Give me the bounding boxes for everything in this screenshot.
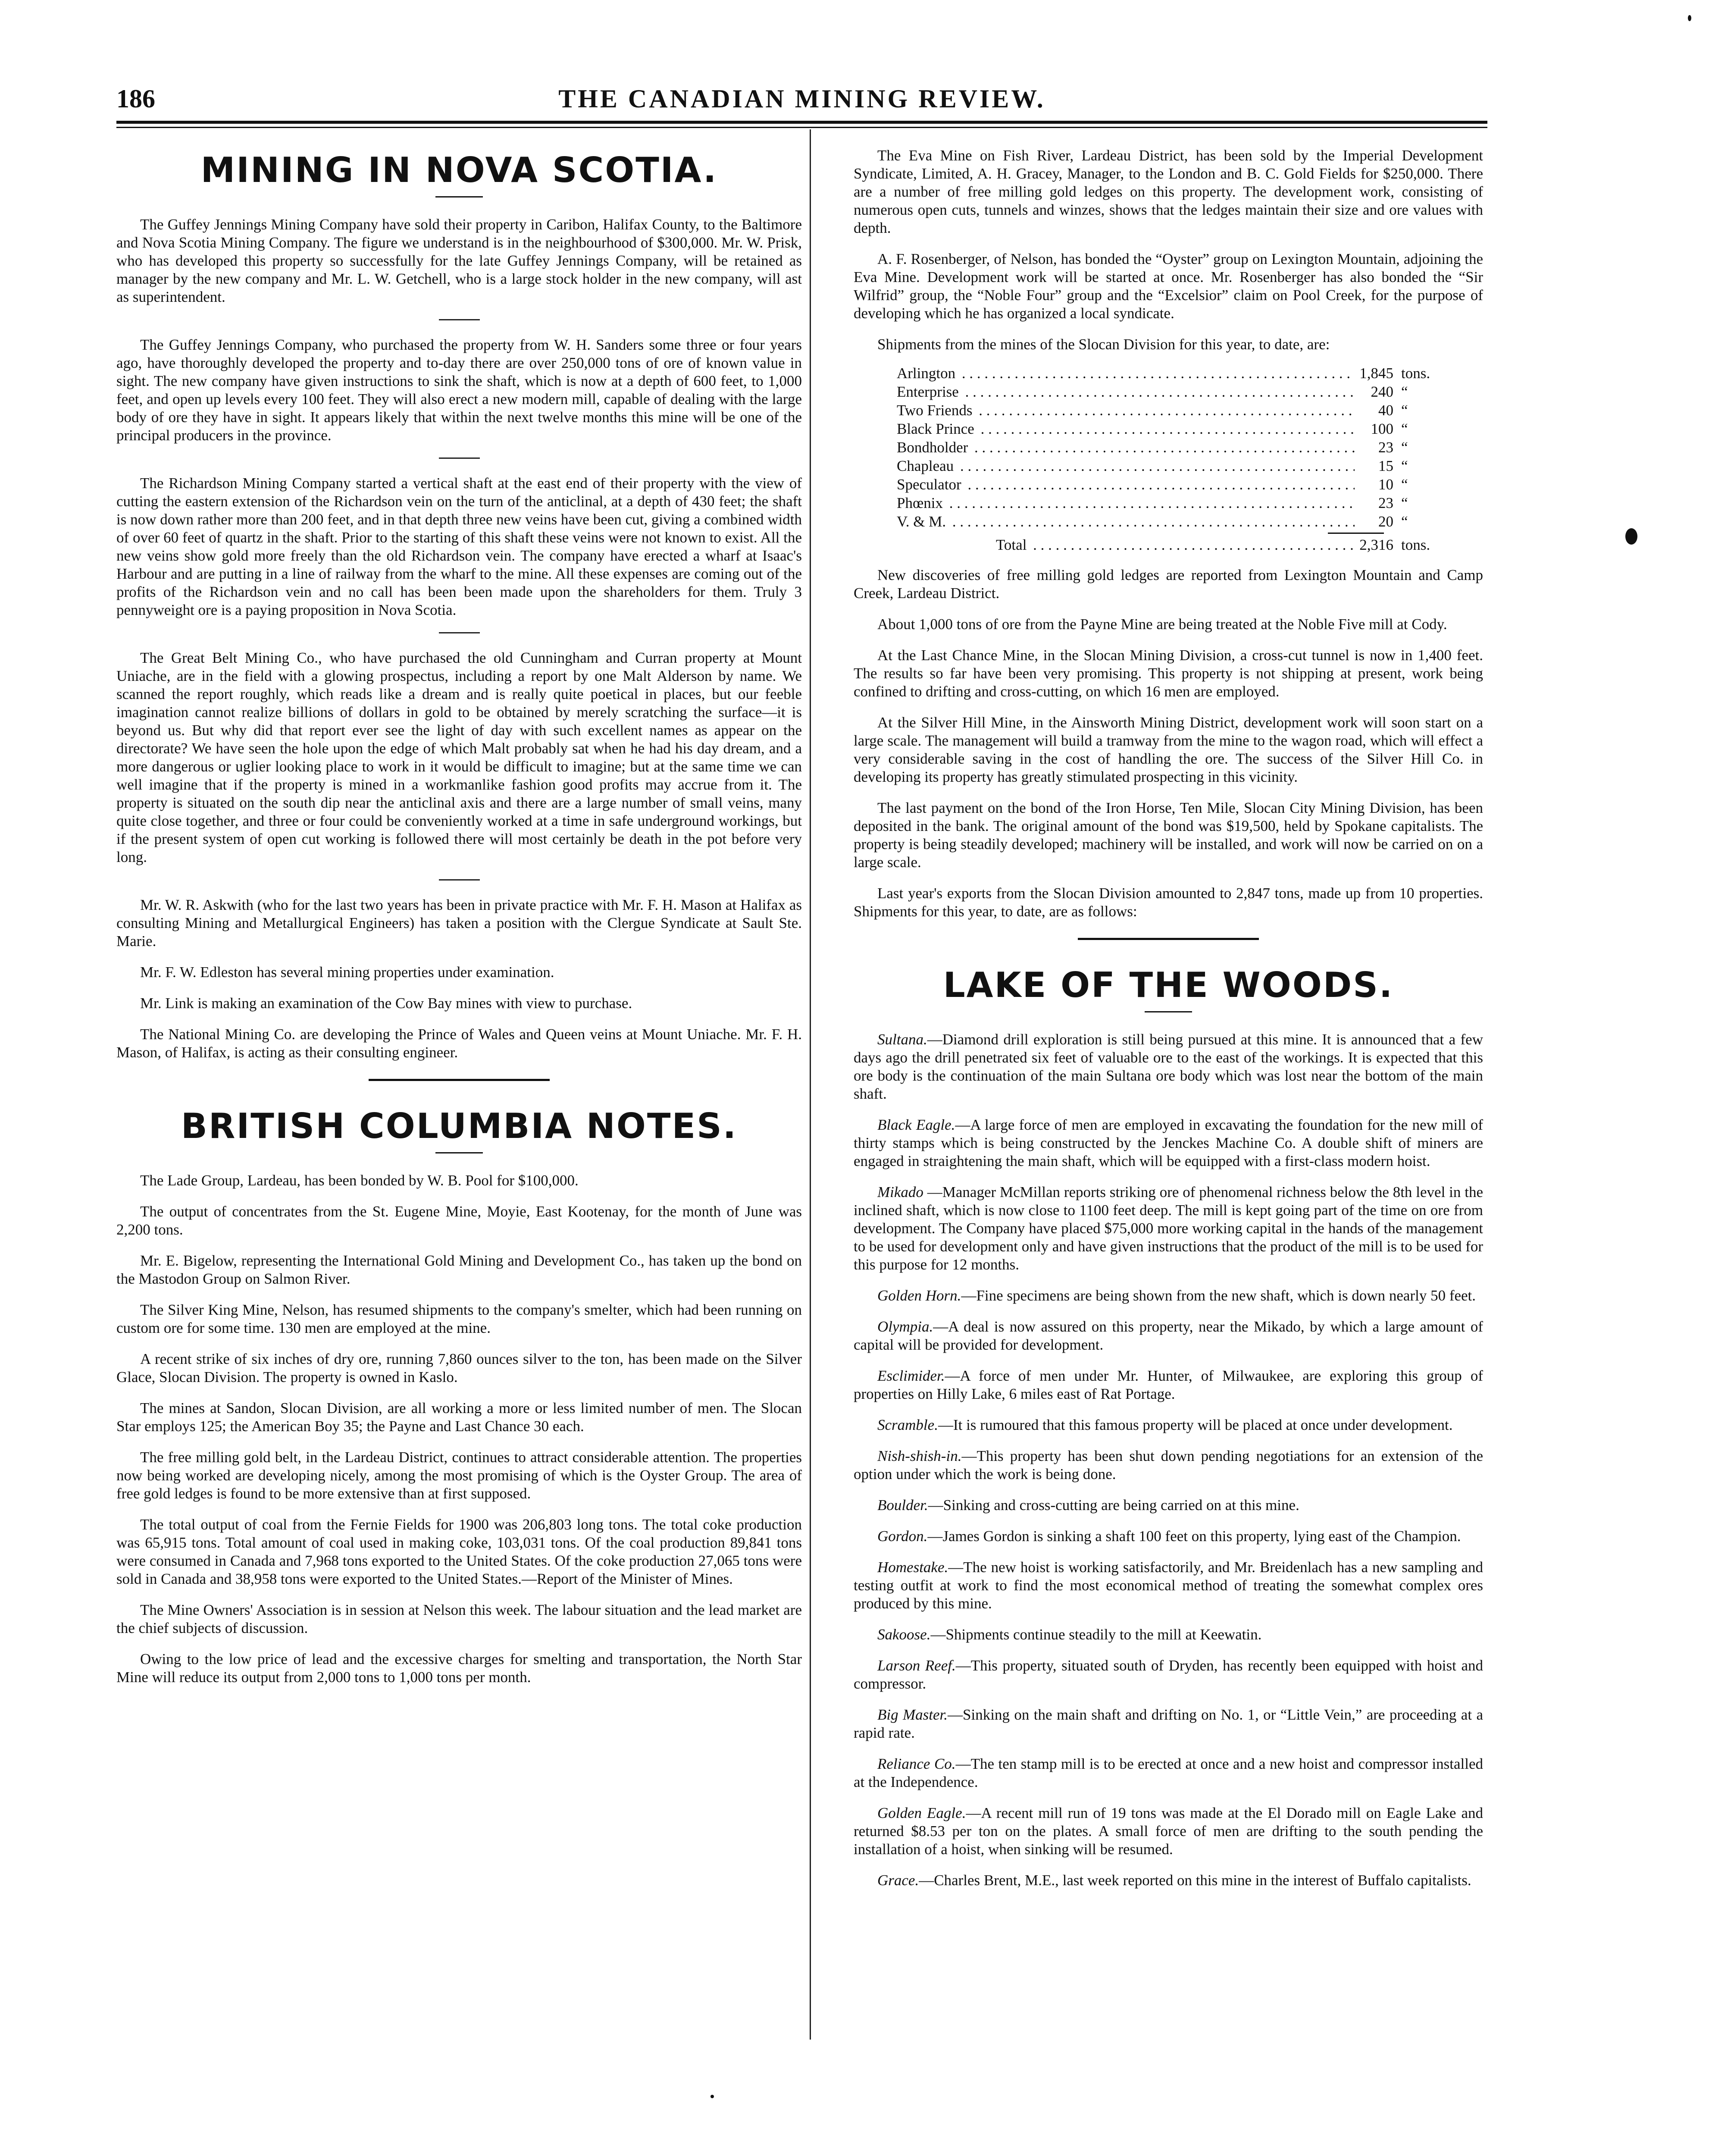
shipment-tons: 20 [1378,513,1393,530]
mine-report-text: —James Gordon is sinking a shaft 100 feet on this property, lying east of the Champion. [927,1528,1461,1545]
section-rule [1078,938,1259,940]
shipment-unit: tons. [1401,365,1430,382]
mine-name: Golden Horn. [877,1287,961,1304]
article-paragraph: Mr. W. R. Askwith (who for the last two years has been in private practice with Mr. F. H. Mason at Halifax as consulting Mining and Metallurgical Engineers) has taken a position with the Clergue Syndicate at Sault Ste. Marie. [116,896,802,950]
print-speck [1625,528,1637,545]
total-label: Total [996,536,1029,553]
mine-report-text: —A large force of men are employed in excavating the foundation for the new mill of thirty stamps which is being constructed by the Jenckes Machine Co. A double shift of miners are engaged in straightening the main shaft, which will be equipped with a first-class modern hoist. [854,1116,1484,1169]
article-paragraph: The mines at Sandon, Slocan Division, are all working a more or less limited number of men. The Slocan Star employs 125; the American Boy 35; the Payne and Last Chance 30 each. [116,1400,802,1435]
mine-report-text: —Charles Brent, M.E., last week reported on this mine in the interest of Buffalo capitalists. [919,1872,1471,1889]
shipment-name-cell [897,401,1355,420]
shipment-row [897,382,1457,401]
mine-report-item [854,1804,1483,1858]
article-paragraph: Mr. F. W. Edleston has several mining properties under examination. [140,964,554,981]
shipment-unit: “ [1401,439,1408,456]
right-column [854,147,1483,1902]
mine-name: Grace. [877,1872,919,1889]
mine-report-item [854,1755,1483,1791]
shipment-tons: 23 [1378,495,1393,511]
mine-report-item [854,1871,1483,1890]
shipment-name-cell [897,494,1355,512]
article-paragraph: About 1,000 tons of ore from the Payne Mine are being treated at the Noble Five mill at Cody. [877,616,1447,633]
mine-report-text: —Diamond drill exploration is still being pursued at this mine. It is announced that a few days ago the drill penetrated six feet of valuable ore to the east of the workings. It is expected that this ore body is the continuation of the main Sultana ore body which was lost near the bottom of the main shaft. [854,1031,1483,1102]
left-column [116,149,802,1699]
mine-report-text: —Manager McMillan reports striking ore of phenomenal richness below the 8th level in the inclined shaft, which is now close to 1100 feet deep. The mill is kept going part of the time on ore from development. The Company have placed $75,000 more working capital in the hands of the management to be used for development only and have given instructions that the product of the mill is to be used for this purpose for 12 months. [854,1184,1483,1273]
shipment-name-cell [897,438,1355,457]
shipment-name-cell [897,512,1355,531]
shipment-unit: “ [1401,383,1408,400]
shipment-name-cell [897,457,1355,475]
mine-report-item [854,1558,1483,1613]
mine-report-item [854,1416,1483,1434]
mine-report-item [854,1183,1483,1274]
shipments-intro: Shipments from the mines of the Slocan Division for this year, to date, are: [877,336,1330,353]
mine-name: Sakoose. [877,1626,931,1643]
article-paragraph: Mr. E. Bigelow, representing the International Gold Mining and Development Co., has taken up the bond on the Mastodon Group on Salmon River. [116,1252,802,1287]
mine-report-item [854,1657,1483,1693]
shipment-row [897,420,1457,438]
heading-underline [1145,1011,1192,1012]
article-paragraph: The free milling gold belt, in the Lardeau District, continues to attract considerable attention. The properties now being worked are developing nicely, among the most promising of which is the Oyster Group. The area of free gold ledges is found to be more extensive than at first supposed. [116,1449,802,1502]
paragraph-separator [439,879,480,881]
shipment-row [897,457,1457,475]
shipment-mine-name: V. & M. [897,513,948,530]
mine-report-text: —The new hoist is working satisfactorily, and Mr. Breidenlach has a new sampling and testing outfit at work to find the most economical method of treating the somewhat complex ores produced by this mine. [854,1559,1483,1612]
article-paragraph: The last payment on the bond of the Iron Horse, Ten Mile, Slocan City Mining Division, has been deposited in the bank. The original amount of the bond was $19,500, held by Spokane capitalists. The property is being steadily developed; machinery will be installed, and work will now be carried on on a large scale. [854,799,1483,871]
mine-name: Gordon. [877,1528,928,1545]
mine-report-text: —Sinking and cross-cutting are being carried on at this mine. [928,1497,1299,1514]
article-paragraph: The Silver King Mine, Nelson, has resumed shipments to the company's smelter, which had been running on custom ore for some time. 130 men are employed at the mine. [116,1301,802,1336]
mine-report-text: —Shipments continue steadily to the mill at Keewatin. [930,1626,1262,1643]
mine-name: Homestake. [877,1559,948,1576]
mine-report-text: —A deal is now assured on this property, near the Mikado, by which a large amount of capital will be provided for development. [854,1318,1483,1353]
shipment-tons: 100 [1371,420,1393,437]
mine-report-item [854,1447,1483,1483]
article-paragraph: The Mine Owners' Association is in session at Nelson this week. The labour situation and the lead market are the chief subjects of discussion. [116,1601,802,1636]
mine-report-item [854,1626,1483,1644]
mine-report-text: —This property has been shut down pending negotiations for an extension of the option under which the work is being done. [854,1448,1483,1482]
nova-scotia-heading: MINING IN NOVA SCOTIA. [200,150,718,190]
bc-notes-heading: BRITISH COLUMBIA NOTES. [181,1106,738,1146]
article-paragraph: At the Silver Hill Mine, in the Ainsworth Mining District, development work will soon start on a large scale. The management will build a tramway from the mine to the wagon road, which will effect a very considerable saving in the cost of handling the ore. The success of the Silver Hill Co. in developing its property has greatly stimulated prospecting in this vicinity. [854,714,1483,785]
total-label-cell [996,536,1355,554]
mine-name: Larson Reef. [877,1657,956,1674]
shipment-mine-name: Black Prince [897,420,977,437]
shipment-name-cell [897,475,1355,494]
shipment-row [897,475,1457,494]
shipment-row [897,494,1457,512]
article-paragraph: A. F. Rosenberger, of Nelson, has bonded the “Oyster” group on Lexington Mountain, adjoining the Eva Mine. Development work will be started at once. Mr. Rosenberger has also bonded the “Sir Wilfrid” group, the “Noble Four” group and the “Excelsior” claim on Pool Creek, for the purpose of developing which he has organized a local syndicate. [854,251,1483,322]
shipment-name-cell [897,364,1355,382]
shipment-tons: 10 [1378,476,1393,493]
shipment-mine-name: Speculator [897,476,964,493]
shipments-total-row [897,536,1457,554]
section-rule [369,1079,550,1081]
article-paragraph: The Guffey Jennings Company, who purchased the property from W. H. Sanders some three or four years ago, have thoroughly developed the property and to-day there are over 250,000 tons of ore of known value in sight. The new company have given instructions to sink the shaft, which is now at a depth of 600 feet, to 1,000 feet, and open up levels every 100 feet. They will also erect a new modern mill, capable of dealing with the large body of ore they have in sight. It appears likely that within the next twelve months this mine will be one of the principal producers in the province. [116,336,802,444]
article-paragraph: The Eva Mine on Fish River, Lardeau District, has been sold by the Imperial Development Syndicate, Limited, A. H. Gracey, Manager, to the London and B. C. Gold Fields for $250,000. There are a number of free milling gold ledges on this property. The development work, consisting of numerous open cuts, tunnels and winzes, shows that the ledges maintain their size and ore values with depth. [854,147,1483,236]
mine-report-item [854,1527,1483,1545]
lake-of-woods-items [854,1031,1483,1890]
shipment-row [897,401,1457,420]
mine-report-item [854,1496,1483,1514]
article-paragraph: At the Last Chance Mine, in the Slocan Mining Division, a cross-cut tunnel is now in 1,400 feet. The results so far have been very promising. This property is not shipping at present, work being confined to drifting and cross-cutting, on which 16 men are employed. [854,647,1483,700]
header-rule-thick [116,121,1487,124]
mine-name: Scramble. [877,1416,938,1433]
mine-name: Esclimider. [877,1367,945,1384]
shipment-mine-name: Bondholder [897,439,970,456]
shipment-tons: 240 [1371,383,1393,400]
paragraph-separator [439,632,480,633]
mine-name: Sultana. [877,1031,927,1048]
shipment-mine-name: Phœnix [897,495,945,511]
shipment-tons: 40 [1378,402,1393,419]
mine-name: Reliance Co. [877,1755,956,1772]
shipment-unit: “ [1401,495,1408,511]
shipment-mine-name: Chapleau [897,458,956,474]
mine-name: Black Eagle. [877,1116,955,1133]
shipment-tons: 23 [1378,439,1393,456]
lake-of-woods-heading: LAKE OF THE WOODS. [943,965,1394,1005]
mine-report-item [854,1367,1483,1403]
paragraph-separator [439,319,480,320]
mine-name: Mikado [877,1184,923,1200]
shipments-rows [897,364,1457,531]
mine-name: Nish-shish-in. [877,1448,962,1464]
article-paragraph: Owing to the low price of lead and the excessive charges for smelting and transportation, the North Star Mine will reduce its output from 2,000 tons to 1,000 tons per month. [116,1651,802,1686]
mine-name: Golden Eagle. [877,1805,966,1821]
total-rule [1328,533,1384,534]
shipment-unit: “ [1401,420,1408,437]
shipment-row [897,364,1457,382]
shipment-mine-name: Two Friends [897,402,975,419]
article-paragraph: The Guffey Jennings Mining Company have sold their property in Caribon, Halifax County, to the Baltimore and Nova Scotia Mining Company. The figure we understand is in the neighbourhood of $300,000. Mr. W. Prisk, who has developed this property so successfully for the late Guffey Jennings Company, will be retained as manager by the new company and Mr. L. W. Getchell, who is a large stock holder in the new company, will ast as superintendent. [116,216,802,305]
page-number: 186 [116,85,155,113]
total-tons: 2,316 [1359,536,1393,553]
mine-report-text: —A force of men under Mr. Hunter, of Milwaukee, are exploring this group of properties on Hilly Lake, 6 miles east of Rat Portage. [854,1367,1483,1402]
shipment-tons: 1,845 [1359,365,1393,382]
paragraph-separator [439,458,480,459]
article-paragraph: Mr. Link is making an examination of the Cow Bay mines with view to purchase. [140,995,632,1012]
shipment-name-cell [897,382,1355,401]
print-speck [1688,15,1691,21]
shipment-unit: “ [1401,513,1408,530]
total-unit: tons. [1401,536,1430,553]
article-paragraph: The Great Belt Mining Co., who have purchased the old Cunningham and Curran property at Mount Uniache, are in the field with a glowing prospectus, including a report by one Malt Alderson by name. We scanned the report roughly, which reads like a dream and is really quite poetical in places, but our feeble imagination cannot realize billions of dollars in gold to be obtained by merely scratching the surface—it is beyond us. But why did that report ever see the light of day with such excellent names as appear on the directorate? We have seen the hole upon the edge of which Malt probably sat when he had his day dream, and a more dangerous or uglier looking place to work in it would be difficult to imagine; but at the same time we can well imagine that if the property is mined in a workmanlike fashion good profits may accrue from it. The property is situated on the south dip near the anticlinal axis and there are a large number of small veins, many quite close together, and three or four could be conveniently worked at a time in safe underground workings, but if the present system of open cut working is followed there will most certainly be death in the pot before very long. [116,649,802,865]
shipment-unit: “ [1401,402,1408,419]
shipment-unit: “ [1401,458,1408,474]
mine-report-item [854,1031,1483,1103]
shipment-name-cell [897,420,1355,438]
running-title: THE CANADIAN MINING REVIEW. [558,85,1045,113]
article-paragraph: Last year's exports from the Slocan Division amounted to 2,847 tons, made up from 10 properties. Shipments for this year, to date, are as follows: [854,885,1483,920]
mine-report-item [854,1116,1483,1170]
mine-name: Big Master. [877,1706,948,1723]
mine-report-text: —Fine specimens are being shown from the new shaft, which is down nearly 50 feet. [961,1287,1476,1304]
mine-report-text: —The ten stamp mill is to be erected at once and a new hoist and compressor installed at the Independence. [854,1755,1483,1790]
shipment-mine-name: Arlington [897,365,958,382]
running-header [116,84,1487,119]
article-paragraph: The total output of coal from the Fernie Fields for 1900 was 206,803 long tons. The total coke production was 65,915 tons. Total amount of coal used in making coke, 103,031 tons. Of the coal production 89,841 tons were consumed in Canada and 7,968 tons exported to the United States. Of the coke production 27,065 tons were sold in Canada and 38,958 tons were exported to the United States.—Report of the Minister of Mines. [116,1516,802,1587]
mine-report-text: —It is rumoured that this famous property will be placed at once under development. [938,1416,1453,1433]
heading-underline [435,196,483,197]
article-paragraph: New discoveries of free milling gold ledges are reported from Lexington Mountain and Camp Creek, Lardeau District. [854,567,1483,602]
shipments-table [897,364,1457,554]
article-paragraph: A recent strike of six inches of dry ore, running 7,860 ounces silver to the ton, has been made on the Silver Glace, Slocan Division. The property is owned in Kaslo. [116,1351,802,1385]
mine-report-item [854,1287,1483,1305]
shipment-row [897,438,1457,457]
article-paragraph: The output of concentrates from the St. Eugene Mine, Moyie, East Kootenay, for the month of June was 2,200 tons. [116,1203,802,1238]
article-paragraph: The National Mining Co. are developing the Prince of Wales and Queen veins at Mount Uniache. Mr. F. H. Mason, of Halifax, is acting as their consulting engineer. [116,1026,802,1061]
mine-report-item [854,1318,1483,1354]
mine-report-text: —A recent mill run of 19 tons was made at the El Dorado mill on Eagle Lake and returned $8.53 per ton on the plates. A small force of men are drifting to the south pending the installation of a hoist, when sinking will be resumed. [854,1805,1483,1858]
article-paragraph: The Lade Group, Lardeau, has been bonded by W. B. Pool for $100,000. [140,1172,579,1189]
mine-report-item [854,1706,1483,1742]
shipment-row [897,512,1457,531]
mine-report-text: —This property, situated south of Dryden, has recently been equipped with hoist and compressor. [854,1657,1483,1692]
header-rule-thin [116,127,1487,128]
shipment-mine-name: Enterprise [897,383,961,400]
article-paragraph: The Richardson Mining Company started a vertical shaft at the east end of their property with the view of cutting the eastern extension of the Richardson vein on the turn of the anticlinal, at a depth of 430 feet; the shaft is now down rather more than 200 feet, and in that depth three new veins have been cut, giving a combined width of over 60 feet of quartz in the shaft. Prior to the starting of this shaft these veins were not known to exist. All the new veins show gold more freely than the old Richardson vein. The company have erected a wharf at Isaac's Harbour and are putting in a line of railway from the wharf to the mine. All these expenses are coming out of the profits of the Richardson vein and no call has been been made upon the shareholders for them. Truly 3 pennyweight ore is a paying proposition in Nova Scotia. [116,475,802,618]
column-divider [810,129,811,2040]
shipment-tons: 15 [1378,458,1393,474]
mine-report-text: —Sinking on the main shaft and drifting on No. 1, or “Little Vein,” are proceeding at a rapid rate. [854,1706,1483,1741]
shipment-unit: “ [1401,476,1408,493]
print-speck [710,2095,714,2098]
heading-underline [435,1152,483,1153]
mine-name: Olympia. [877,1318,933,1335]
mine-name: Boulder. [877,1497,928,1514]
